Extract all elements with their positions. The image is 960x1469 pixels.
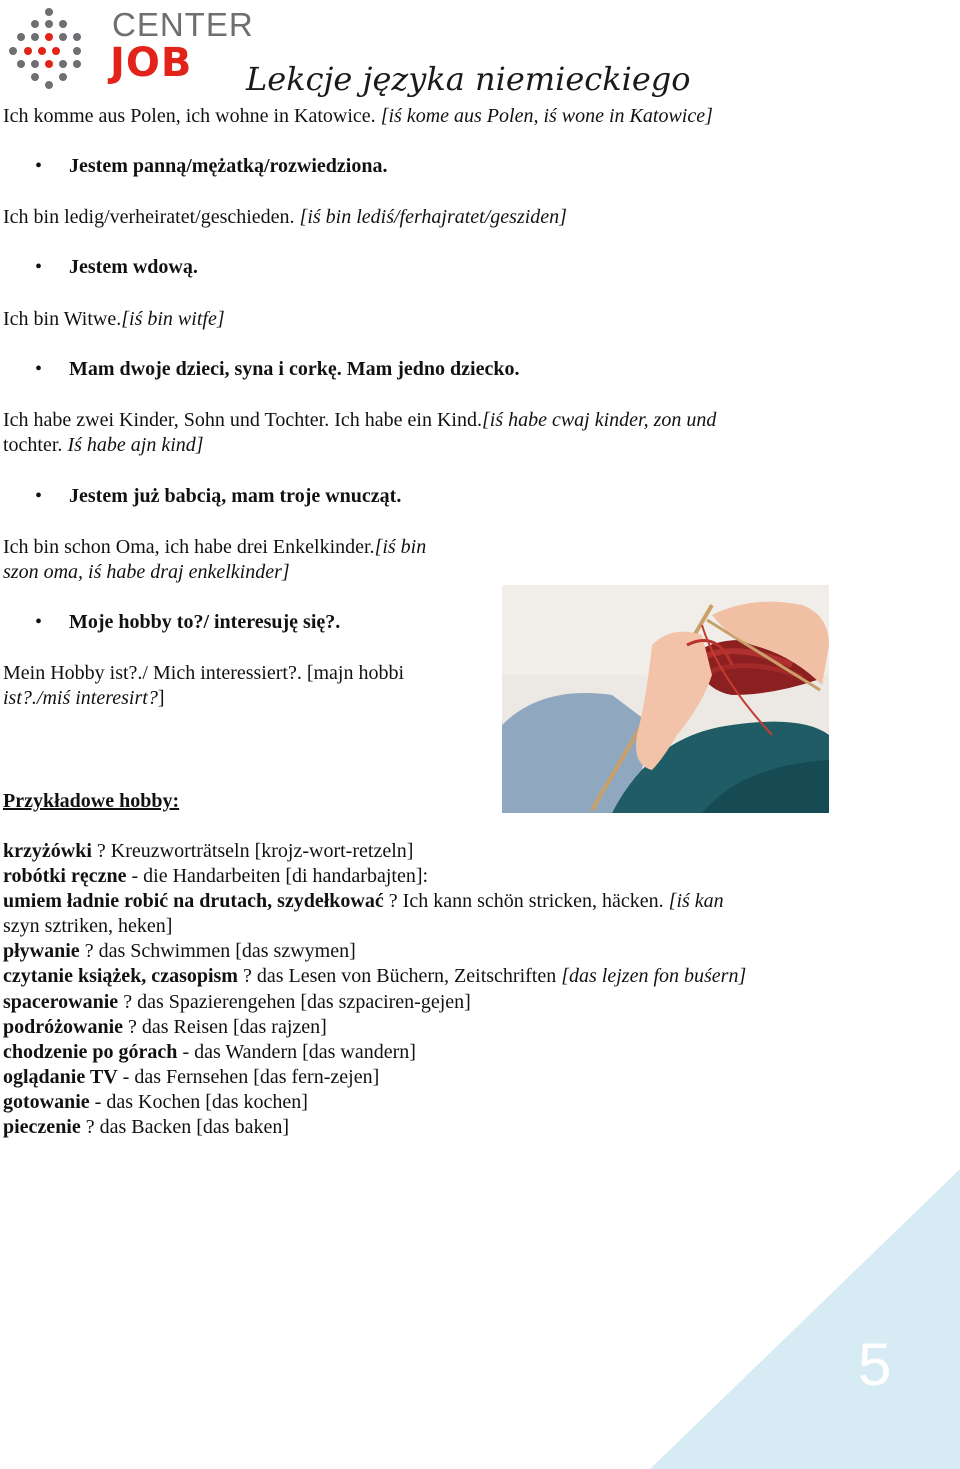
- hobby-german: das Reisen [das rajzen]: [141, 1016, 327, 1038]
- hobby-line: [3, 1115, 289, 1140]
- hobby-line: [3, 939, 356, 964]
- pronunciation-text: ist?./miś interesirt?: [3, 687, 158, 709]
- german-text: Ich bin Witwe.: [3, 308, 122, 330]
- hobby-line: [3, 964, 746, 989]
- hobby-separator: ?: [79, 940, 99, 962]
- bullet-icon: •: [35, 358, 43, 380]
- text-line: [3, 686, 165, 711]
- pronunciation-text: [iś habe cwaj kinder, zon und: [481, 409, 717, 431]
- hobby-german: Ich kann schön stricken, häcken.: [402, 890, 669, 912]
- german-text: Ich bin schon Oma, ich habe drei Enkelkinder.: [3, 536, 375, 558]
- hobby-separator: ?: [383, 890, 403, 912]
- hobby-german: szyn sztriken, heken]: [3, 915, 173, 937]
- hobby-separator: -: [177, 1041, 195, 1063]
- company-logo: [8, 4, 254, 90]
- knitting-photo: [502, 585, 829, 813]
- bullet-item: Mam dwoje dzieci, syna i corkę. Mam jedno dziecko.: [69, 358, 520, 380]
- hobby-separator: ?: [123, 1016, 142, 1038]
- corner-decoration: [650, 1169, 960, 1469]
- text-line: [3, 560, 290, 585]
- hobby-line: [3, 1040, 416, 1065]
- logo-center-text: CENTER: [112, 6, 254, 43]
- hobby-german: das Backen [das baken]: [99, 1116, 290, 1138]
- hobby-pronunciation: [iś kan: [668, 890, 724, 912]
- page-number: 5: [858, 1331, 892, 1398]
- bullet-item: Moje hobby to?/ interesuję się?.: [69, 611, 341, 633]
- header-title: Lekcje języka niemieckiego: [246, 60, 691, 98]
- bullet-icon: •: [35, 155, 43, 177]
- hobby-separator: -: [89, 1091, 107, 1113]
- hobby-line: [3, 1065, 379, 1090]
- text-line: [3, 408, 716, 433]
- pronunciation-text: [iś kome aus Polen, iś wone in Katowice]: [380, 105, 713, 127]
- section-title: Przykładowe hobby:: [3, 790, 180, 812]
- hobby-polish: oglądanie TV: [3, 1066, 118, 1088]
- bullet-item: Jestem panną/mężatką/rozwiedziona.: [69, 155, 388, 177]
- hobby-line: [3, 1090, 308, 1115]
- text-line: [3, 535, 426, 560]
- hobby-polish: podróżowanie: [3, 1016, 123, 1038]
- hobby-line: [3, 889, 724, 914]
- hobby-polish: robótki ręczne: [3, 865, 127, 887]
- hobby-polish: chodzenie po górach: [3, 1041, 178, 1063]
- hobby-separator: -: [126, 865, 144, 887]
- text-line: [3, 661, 404, 686]
- german-text: Mein Hobby ist?./ Mich interessiert?. [majn hobbi: [3, 662, 405, 684]
- hobby-polish: spacerowanie: [3, 991, 119, 1013]
- hobby-polish: pieczenie: [3, 1116, 81, 1138]
- hobby-line: [3, 1015, 327, 1040]
- hobby-polish: gotowanie: [3, 1091, 90, 1113]
- german-text: Ich bin ledig/verheiratet/geschieden.: [3, 206, 300, 228]
- pronunciation-text: [iś bin: [374, 536, 427, 558]
- pronunciation-text: [iś bin witfe]: [121, 308, 225, 330]
- german-text: Ich habe zwei Kinder, Sohn und Tochter. Ich habe ein Kind.: [3, 409, 482, 431]
- hobby-separator: ?: [91, 840, 111, 862]
- hobby-polish: czytanie książek, czasopism: [3, 965, 238, 987]
- hobby-german: die Handarbeiten [di handarbajten]:: [143, 865, 429, 887]
- hobby-line: [3, 864, 428, 889]
- bullet-item: Jestem już babcią, mam troje wnucząt.: [69, 485, 402, 507]
- bullet-icon: •: [35, 485, 43, 507]
- pronunciation-text: Iś habe ajn kind]: [67, 434, 204, 456]
- bullet-item: Jestem wdową.: [69, 256, 198, 278]
- hobby-german: das Fernsehen [das fern-zejen]: [134, 1066, 380, 1088]
- hobby-german: das Spazierengehen [das szpaciren-gejen]: [137, 991, 471, 1013]
- hobby-polish: pływanie: [3, 940, 80, 962]
- german-text: Ich komme aus Polen, ich wohne in Katowice.: [3, 105, 381, 127]
- hobby-line: [3, 990, 471, 1015]
- text-line: [3, 205, 567, 230]
- hobby-german: das Lesen von Büchern, Zeitschriften: [256, 965, 562, 987]
- text-line: [3, 433, 204, 458]
- hobby-polish: umiem ładnie robić na drutach, szydełkować: [3, 890, 384, 912]
- text-line: [3, 307, 225, 332]
- hobby-separator: ?: [80, 1116, 100, 1138]
- knitting-illustration: [502, 585, 829, 813]
- hobby-polish: krzyżówki: [3, 840, 92, 862]
- logo-mark-icon: [8, 4, 108, 90]
- hobby-separator: -: [117, 1066, 135, 1088]
- hobby-german: Kreuzworträtseln [krojz-wort-retzeln]: [110, 840, 414, 862]
- pronunciation-text: szon oma, iś habe draj enkelkinder]: [3, 561, 290, 583]
- hobby-german: das Schwimmen [das szwymen]: [98, 940, 356, 962]
- hobby-pronunciation: [das lejzen fon buśern]: [561, 965, 747, 987]
- hobby-german: das Wandern [das wandern]: [194, 1041, 416, 1063]
- bullet-icon: •: [35, 611, 43, 633]
- hobby-separator: ?: [237, 965, 257, 987]
- bullet-icon: •: [35, 256, 43, 278]
- pronunciation-bracket: ]: [157, 687, 165, 709]
- pronunciation-text: [iś bin lediś/ferhajratet/gesziden]: [299, 206, 567, 228]
- german-text: tochter.: [3, 434, 68, 456]
- hobby-line: [3, 914, 172, 939]
- text-line: [3, 104, 713, 129]
- hobby-german: das Kochen [das kochen]: [106, 1091, 308, 1113]
- logo-job-text: JOB: [110, 40, 193, 86]
- hobby-separator: ?: [118, 991, 138, 1013]
- hobby-line: [3, 839, 413, 864]
